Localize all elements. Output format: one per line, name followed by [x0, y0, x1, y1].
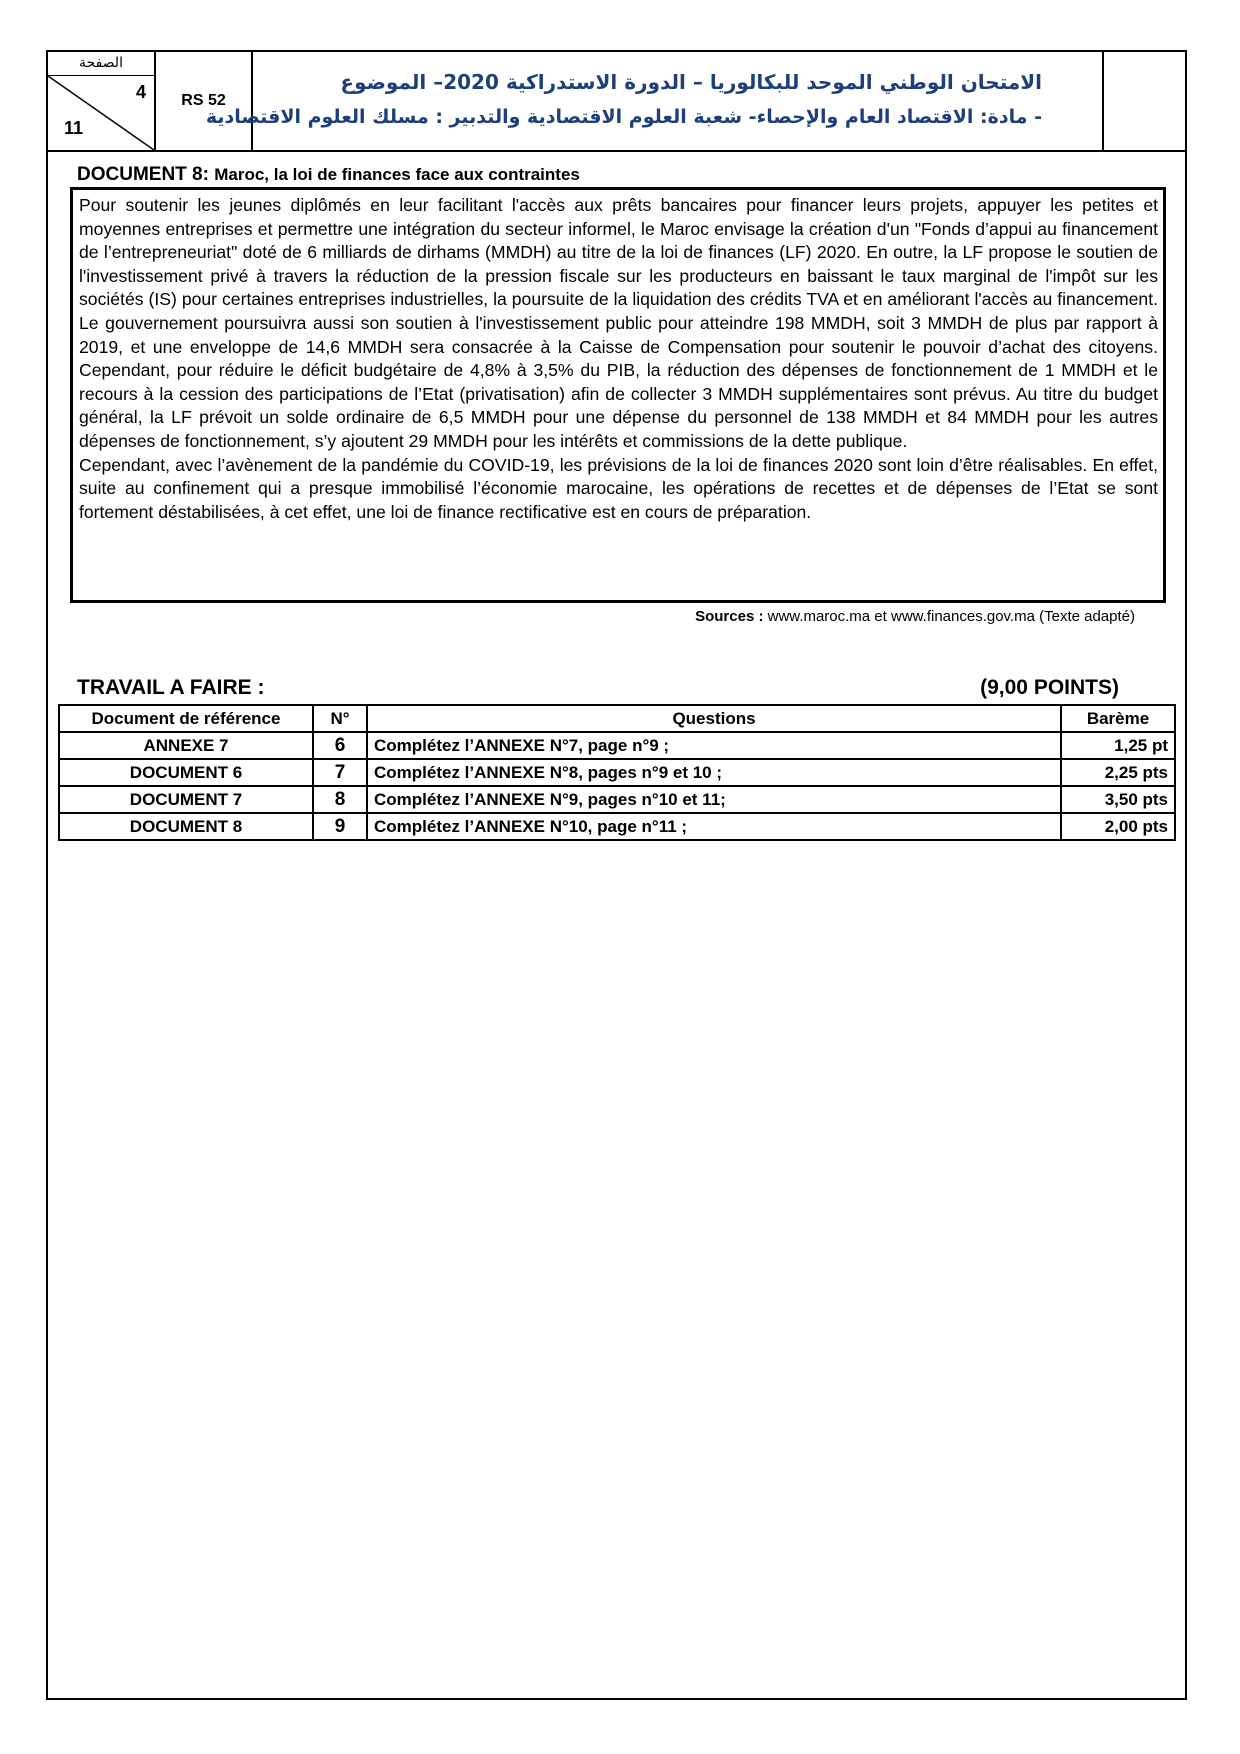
column-header: Barème [1061, 705, 1175, 732]
header-empty-cell [1104, 52, 1187, 150]
document-heading [77, 164, 580, 186]
row-bareme: 1,25 pt [1061, 732, 1175, 759]
document-paragraph-1: Pour soutenir les jeunes diplômés en leur facilitant l'accès aux prêts bancaires pour financer leurs projets, appuyer les petites et moyennes entreprises et permettre une intégration du secteur informel, le Maroc envisage la création d'un "Fonds d’appui au financement de l’entrepreneuriat" doté de 6 milliards de dirhams (MMDH) au titre de la loi de finances (LF) 2020. En outre, la LF propose le soutien de l'investissement privé à travers la réduction de la pression fiscale sur les producteurs en baissant le taux marginal de l'impôt sur les sociétés (IS) pour certaines entreprises industrielles, la poursuite de la liquidation des crédits TVA et en améliorant l'accès au financement. Le gouvernement poursuivra aussi son soutien à l'investissement public pour atteindre 198 MMDH, soit 3 MMDH de plus par rapport à 2019, et une enveloppe de 14,6 MMDH sera consacrée à la Caisse de Compensation pour soutenir le pouvoir d’achat des citoyens. Cependant, pour réduire le déficit budgétaire de 4,8% à 3,5% du PIB, la réduction des dépenses de fonctionnement de 1 MMDH et le recours à la cession des participations de l’Etat (privatisation) afin de collecter 3 MMDH supplémentaires sont prévus. Au titre du budget général, la LF prévoit un solde ordinaire de 6,5 MMDH pour une dépense du personnel de 138 MMDH et 84 MMDH pour les autres dépenses de fonctionnement, s’y ajoutent 29 MMDH pour les intérêts et commissions de la dette publique. [79, 195, 1158, 451]
table-row [59, 786, 1175, 813]
page-label: الصفحة [48, 52, 154, 76]
row-document: DOCUMENT 8 [59, 813, 313, 840]
table-header-row [59, 705, 1175, 732]
exam-header [48, 52, 1185, 152]
page-current: 4 [135, 82, 146, 102]
table-row [59, 813, 1175, 840]
exam-code: RS 52 [156, 52, 253, 150]
table-row [59, 759, 1175, 786]
exam-subject: - مادة: الاقتصاد العام والإحصاء- شعبة العلوم الاقتصادية والتدبير : مسلك العلوم الاقتصادية [205, 106, 1042, 128]
row-bareme: 2,00 pts [1061, 813, 1175, 840]
work-points: (9,00 POINTS) [980, 676, 1119, 699]
sources-label: Sources : [695, 608, 764, 625]
page-number-cell [48, 52, 156, 150]
table-row [59, 732, 1175, 759]
document-textbox [70, 187, 1166, 603]
row-document: ANNEXE 7 [59, 732, 313, 759]
row-bareme: 2,25 pts [1061, 759, 1175, 786]
questions-table [58, 704, 1176, 841]
row-document: DOCUMENT 7 [59, 786, 313, 813]
column-header: N° [313, 705, 367, 732]
document-paragraph-2: Cependant, avec l’avènement de la pandémie du COVID-19, les prévisions de la loi de finances 2020 sont loin d’être réalisables. En effet, suite au confinement qui a presque immobilisé l’économie marocaine, les opérations de recettes et de dépenses de l’Etat se sont fortement déstabilisées, à cet effet, une loi de finance rectificative est en cours de préparation. [79, 454, 1158, 522]
row-question: Complétez l’ANNEXE N°10, page n°11 ; [367, 813, 1061, 840]
work-title: TRAVAIL A FAIRE : [77, 676, 265, 699]
row-question: Complétez l’ANNEXE N°8, pages n°9 et 10 ; [367, 759, 1061, 786]
row-question: Complétez l’ANNEXE N°7, page n°9 ; [367, 732, 1061, 759]
sources-line [695, 608, 1135, 625]
sources-text: www.maroc.ma et www.finances.gov.ma (Texte adapté) [767, 608, 1135, 625]
row-number: 7 [313, 759, 367, 786]
row-bareme: 3,50 pts [1061, 786, 1175, 813]
column-header: Questions [367, 705, 1061, 732]
exam-title-cell [205, 52, 1104, 150]
row-number: 8 [313, 786, 367, 813]
page-frame [46, 50, 1187, 1700]
document-title: Maroc, la loi de finances face aux contraintes [214, 165, 580, 184]
row-number: 9 [313, 813, 367, 840]
exam-title: الامتحان الوطني الموحد للبكالوريا – الدورة الاستدراكية 2020– الموضوع [340, 70, 1042, 94]
row-number: 6 [313, 732, 367, 759]
column-header: Document de référence [59, 705, 313, 732]
row-document: DOCUMENT 6 [59, 759, 313, 786]
page-total: 11 [64, 118, 84, 138]
row-question: Complétez l’ANNEXE N°9, pages n°10 et 11; [367, 786, 1061, 813]
document-label: DOCUMENT 8: [77, 164, 209, 185]
